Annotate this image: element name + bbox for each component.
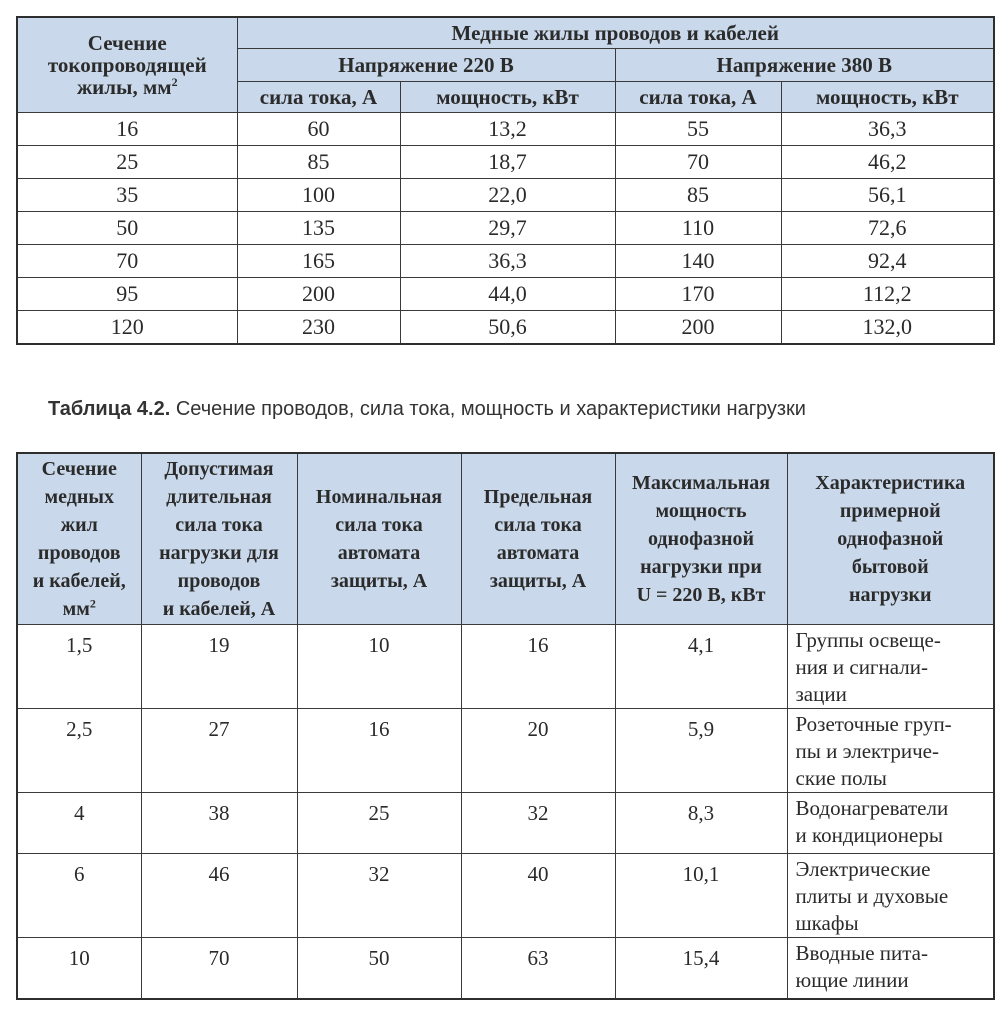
- cell-permissible-current: 19: [141, 625, 297, 709]
- header-line: проводов: [177, 570, 261, 592]
- header-line: сила тока: [335, 514, 423, 536]
- header-section-line: Сечение: [87, 31, 167, 55]
- header-line: сила тока: [494, 514, 582, 536]
- cell-current-380: 55: [615, 113, 781, 146]
- cell-limit-current: 16: [461, 625, 615, 709]
- cell-load-characteristic: [787, 625, 994, 709]
- cell-power-380: 112,2: [781, 278, 994, 311]
- cell-current-380: 140: [615, 245, 781, 278]
- header-line: автомата: [496, 542, 580, 564]
- header-nominal-breaker-current: [297, 453, 461, 625]
- table-row: [17, 709, 994, 793]
- cell-current-220: 100: [237, 179, 400, 212]
- header-line: нагрузки: [848, 584, 932, 606]
- header-line: нагрузки для: [159, 542, 279, 564]
- header-permissible-current: [141, 453, 297, 625]
- desc-line: пы и электриче-: [795, 739, 939, 763]
- cell-limit-current: 20: [461, 709, 615, 793]
- cell-section: 2,5: [17, 709, 141, 793]
- header-line: однофазной: [648, 528, 754, 550]
- header-section: [17, 17, 237, 113]
- cell-section: 95: [17, 278, 237, 311]
- cell-power-380: 72,6: [781, 212, 994, 245]
- header-line: нагрузки при: [640, 556, 762, 578]
- header-line: Предельная: [483, 486, 593, 508]
- header-line: медных: [44, 486, 114, 508]
- header-line: защиты, А: [330, 570, 428, 592]
- desc-line: и кондиционеры: [795, 823, 943, 847]
- header-line: автомата: [337, 542, 421, 564]
- header-line: жил: [60, 514, 98, 536]
- cell-power-380: 56,1: [781, 179, 994, 212]
- cell-nominal-current: 16: [297, 709, 461, 793]
- cell-permissible-current: 38: [141, 793, 297, 854]
- cell-nominal-current: 10: [297, 625, 461, 709]
- header-line: сила тока: [175, 514, 263, 536]
- table-row: [17, 278, 994, 311]
- table-row: [17, 311, 994, 345]
- cell-section: 10: [17, 938, 141, 1000]
- cell-power-380: 92,4: [781, 245, 994, 278]
- header-line: Максимальная: [631, 472, 771, 494]
- cell-current-380: 170: [615, 278, 781, 311]
- cell-section: 25: [17, 146, 237, 179]
- cell-nominal-current: 25: [297, 793, 461, 854]
- header-line: U = 220 В, кВт: [636, 584, 766, 606]
- cell-power-380: 36,3: [781, 113, 994, 146]
- cell-current-220: 165: [237, 245, 400, 278]
- cell-current-220: 60: [237, 113, 400, 146]
- cell-power-220: 22,0: [400, 179, 615, 212]
- desc-line: зации: [795, 682, 847, 706]
- cell-current-220: 200: [237, 278, 400, 311]
- cell-max-power: 4,1: [615, 625, 787, 709]
- table-row: [17, 793, 994, 854]
- cell-limit-current: 63: [461, 938, 615, 1000]
- cell-power-220: 50,6: [400, 311, 615, 345]
- cell-current-380: 200: [615, 311, 781, 345]
- header-line: $мм^2$: [62, 596, 96, 620]
- header-section-line: токопроводящей: [47, 53, 207, 77]
- desc-line: ющие линии: [795, 968, 909, 992]
- cell-nominal-current: 32: [297, 854, 461, 938]
- header-limit-breaker-current: [461, 453, 615, 625]
- cell-limit-current: 40: [461, 854, 615, 938]
- cell-section: 70: [17, 245, 237, 278]
- header-line: защиты, А: [489, 570, 587, 592]
- cell-max-power: 10,1: [615, 854, 787, 938]
- header-group-title: Медные жилы проводов и кабелей: [237, 17, 994, 49]
- table-row: [17, 854, 994, 938]
- cell-load-characteristic: [787, 709, 994, 793]
- header-power-380: мощность, кВт: [781, 82, 994, 113]
- header-line: бытовой: [851, 556, 929, 578]
- cell-current-380: 70: [615, 146, 781, 179]
- copper-cable-current-table: [16, 16, 995, 345]
- header-line: Номинальная: [315, 486, 443, 508]
- cell-section: 1,5: [17, 625, 141, 709]
- header-line: Характеристика: [815, 472, 966, 494]
- load-characteristics-table: [16, 452, 995, 1000]
- desc-line: шкафы: [795, 911, 859, 935]
- header-row: [17, 453, 994, 625]
- header-line: и кабелей,: [32, 570, 126, 592]
- cell-load-characteristic: [787, 854, 994, 938]
- desc-line: Водонагреватели: [795, 796, 949, 820]
- cell-current-220: 135: [237, 212, 400, 245]
- header-line: Допустимая: [164, 458, 274, 480]
- cell-max-power: 5,9: [615, 709, 787, 793]
- table-caption: [48, 398, 806, 421]
- cell-power-220: 44,0: [400, 278, 615, 311]
- table-row: [17, 113, 994, 146]
- header-section-line: жилы, $мм^2$: [76, 75, 178, 99]
- table-row: [17, 625, 994, 709]
- cell-current-220: 85: [237, 146, 400, 179]
- table-row: [17, 179, 994, 212]
- cell-power-220: 13,2: [400, 113, 615, 146]
- cell-permissible-current: 70: [141, 938, 297, 1000]
- header-line: мощность: [655, 500, 747, 522]
- cell-max-power: 8,3: [615, 793, 787, 854]
- caption-text: Сечение проводов, сила тока, мощность и характеристики нагрузки: [170, 398, 806, 420]
- header-current-380: сила тока, А: [615, 82, 781, 113]
- desc-line: ские полы: [795, 766, 887, 790]
- header-section-copper: [17, 453, 141, 625]
- header-current-220: сила тока, А: [237, 82, 400, 113]
- caption-label: Таблица 4.2.: [48, 398, 171, 420]
- header-line: однофазной: [837, 528, 944, 550]
- desc-line: Вводные пита-: [795, 941, 929, 965]
- header-voltage-220: Напряжение 220 В: [237, 49, 615, 82]
- cell-current-380: 85: [615, 179, 781, 212]
- header-max-power: [615, 453, 787, 625]
- table-row: [17, 938, 994, 1000]
- header-line: Сечение: [41, 458, 117, 480]
- header-voltage-380: Напряжение 380 В: [615, 49, 994, 82]
- cell-limit-current: 32: [461, 793, 615, 854]
- cell-permissible-current: 46: [141, 854, 297, 938]
- cell-power-220: 18,7: [400, 146, 615, 179]
- header-power-220: мощность, кВт: [400, 82, 615, 113]
- cell-section: 50: [17, 212, 237, 245]
- cell-max-power: 15,4: [615, 938, 787, 1000]
- cell-section: 4: [17, 793, 141, 854]
- cell-power-380: 132,0: [781, 311, 994, 345]
- table-row: [17, 212, 994, 245]
- cell-section: 35: [17, 179, 237, 212]
- cell-nominal-current: 50: [297, 938, 461, 1000]
- desc-line: плиты и духовые: [795, 884, 949, 908]
- cell-section: 16: [17, 113, 237, 146]
- header-load-characteristic: [787, 453, 994, 625]
- desc-line: Группы освеще-: [795, 628, 941, 652]
- cell-current-380: 110: [615, 212, 781, 245]
- cell-power-220: 36,3: [400, 245, 615, 278]
- table-row: [17, 146, 994, 179]
- header-line: проводов: [37, 542, 121, 564]
- desc-line: Розеточные груп-: [795, 712, 952, 736]
- cell-load-characteristic: [787, 793, 994, 854]
- cell-current-220: 230: [237, 311, 400, 345]
- cell-power-380: 46,2: [781, 146, 994, 179]
- table-row: [17, 245, 994, 278]
- header-line: примерной: [839, 500, 941, 522]
- desc-line: ния и сигнали-: [795, 655, 929, 679]
- cell-permissible-current: 27: [141, 709, 297, 793]
- cell-section: 120: [17, 311, 237, 345]
- cell-power-220: 29,7: [400, 212, 615, 245]
- cell-load-characteristic: [787, 938, 994, 1000]
- cell-section: 6: [17, 854, 141, 938]
- header-line: и кабелей, А: [162, 598, 276, 620]
- desc-line: Электрические: [795, 857, 931, 881]
- header-line: длительная: [166, 486, 272, 508]
